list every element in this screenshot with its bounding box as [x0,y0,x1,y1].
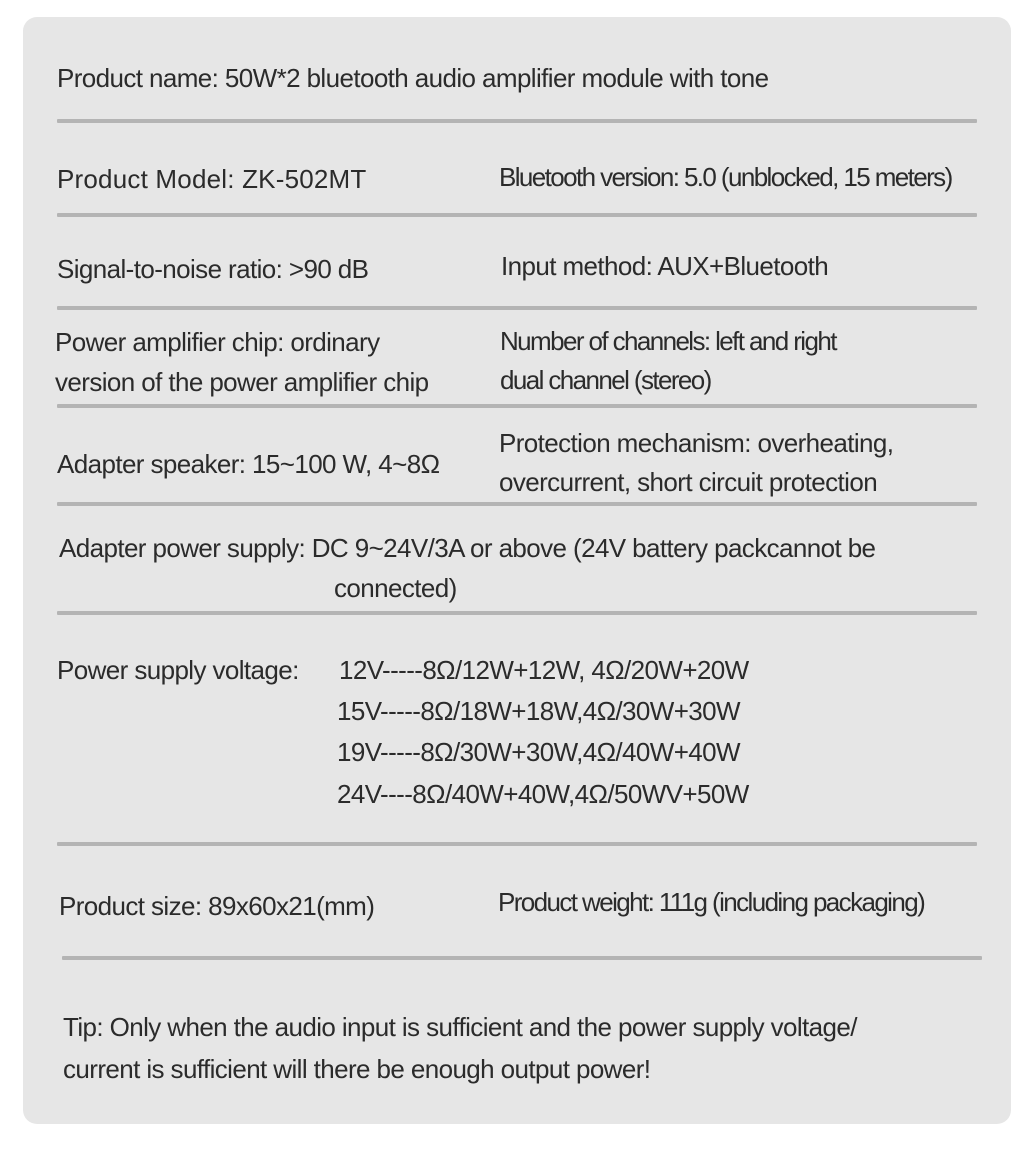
snr: Signal-to-noise ratio: >90 dB [57,254,369,284]
product-size: Product size: 89x60x21(mm) [59,891,375,921]
divider [57,502,977,506]
power-supply-line-2: connected) [334,573,457,603]
protection-line-2: overcurrent, short circuit protection [499,467,878,497]
divider [57,213,977,217]
divider [57,306,977,310]
voltage-label: Power supply voltage: [57,655,299,685]
protection-line-1: Protection mechanism: overheating, [499,428,894,458]
chip-line-2: version of the power amplifier chip [55,367,429,397]
voltage-row: 12V-----8Ω/12W+12W, 4Ω/20W+20W [339,655,749,685]
channels-line-2: dual channel (stereo) [500,365,711,395]
voltage-row: 24V----8Ω/40W+40W,4Ω/50WV+50W [337,779,749,809]
divider [62,956,982,960]
bluetooth-version: Bluetooth version: 5.0 (unblocked, 15 meters) [499,162,952,192]
chip-line-1: Power amplifier chip: ordinary [55,327,380,357]
divider [57,842,977,846]
adapter-speaker: Adapter speaker: 15~100 W, 4~8Ω [57,449,440,479]
product-model: Product Model: ZK-502MT [57,164,367,194]
divider [57,611,977,615]
power-supply-line-1: Adapter power supply: DC 9~24V/3A or above (24V battery packcannot be [59,533,876,563]
product-weight: Product weight: 111g (including packaging) [498,887,925,917]
channels-line-1: Number of channels: left and right [500,326,836,356]
voltage-row: 19V-----8Ω/30W+30W,4Ω/40W+40W [337,737,740,767]
voltage-row: 15V-----8Ω/18W+18W,4Ω/30W+30W [337,696,740,726]
tip-line-2: current is sufficient will there be enough output power! [63,1054,651,1084]
tip-line-1: Tip: Only when the audio input is sufficient and the power supply voltage/ [63,1012,857,1042]
divider [57,404,977,408]
divider [57,119,977,123]
product-name: Product name: 50W*2 bluetooth audio amplifier module with tone [57,63,769,93]
input-method: Input method: AUX+Bluetooth [501,251,829,281]
